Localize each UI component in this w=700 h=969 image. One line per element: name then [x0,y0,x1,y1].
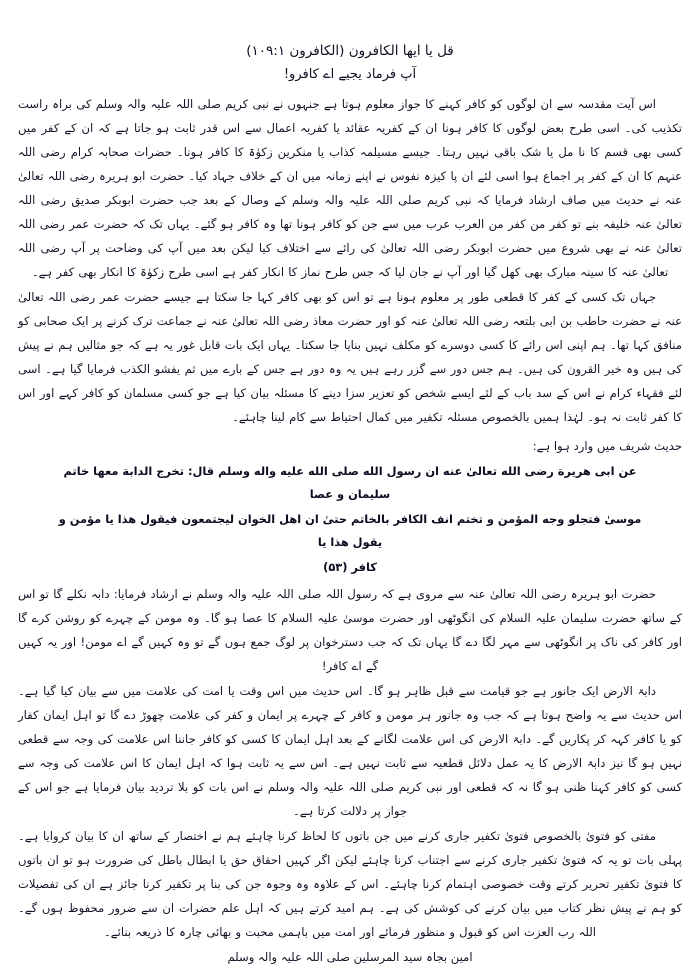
quran-verse-translation: آپ فرماد یجیے اے کافرو! [283,67,417,82]
hadith-arabic-line-1: عن ابی هريرة رضی الله تعالیٰ عنه ان رسول الله صلی الله عليه واله وسلم قال: تخرج الدابة معها خاتم سليمان و عصا [63,464,637,501]
verse-heading-block [18,40,682,86]
closing-dua-line: امین بجاہ سید المرسلین صلی اللہ علیہ والہ وسلم [227,950,473,964]
hadith-reference: كافر (۵۳) [323,560,377,574]
body-paragraph-5: مفتی کو فتویٰ بالخصوص فتویٰ تکفیر جاری کرنے میں جن باتوں کا لحاظ کرنا چاہئے ہم نے اختصار کے ساتھ ان کا بیان کروایا ہے۔ پہلی بات تو یہ کہ فتویٰ تکفیر جاری کرنے سے اجتناب کرنا چاہئے لیکن اگر کہیں احقاق حق یا ابطال باطل کی ضرورت ہو تو ان باتوں کا فتویٰ تکفیر تحریر کرتے وقت خصوصی اہتمام کرنا چاہئے۔ اس کے علاوہ وہ وجوہ جن کی بنا پر تکفیر کرنا جائز ہے ان کی تفصیلات کو ہم نے پیش نظر کتاب میں بیان کرنے کی کوشش کی ہے۔ ہم امید کرتے ہیں کہ اہل علم حضرات ان سے ضرور محفوظ ہوں گے۔ اللہ رب العزت اس کو قبول و منظور فرمائے اور امت میں باہمی محبت و بھائی چارہ کا ذریعہ بنائے۔ [18,829,682,939]
hadith-arabic-line-2: موسیٰ فتجلو وجه المؤمن و تختم انف الكافر بالخاتم حتیٰ ان اهل الخوان لیجتمعون فیقول هذا یا مؤمن و یقول هذا یا [58,512,642,549]
spacer [18,430,682,432]
body-paragraph-2: جہاں تک کسی کے کفر کا قطعی طور پر معلوم ہونا ہے تو اس کو بھی کافر کہا جا سکتا ہے جیسے حضرت عمر رضی اللہ تعالیٰ عنہ نے حضرت حاطب بن ابی بلتعہ رضی اللہ تعالیٰ عنہ کو اور حضرت معاذ رضی اللہ تعالیٰ عنہ نے جماعت ترک کرنے پر ایک صحابی کو منافق کہا تھا۔ ہم اپنی اس رائے کا کسی دوسرے کو مکلف نہیں بنایا جا سکتا۔ یہاں ایک بات قابل غور یہ ہے کہ جو مثالیں ہم نے پیش کی ہیں وہ خیر القرون کی ہیں۔ ہم جس دور سے گزر رہے ہیں یہ وہ دور ہے جس کے بارے میں ثم یفشو الکذب فرمایا گیا ہے۔ اسی لئے فقہاء کرام نے اس کے سد باب کے لئے ایسے شخص کو تعزیر سزا دینے کا مسئلہ بیان کیا ہے جو کسی مسلمان کو کافر کہے اور اس کا کفر ثابت نہ ہو۔ لہٰذا ہمیں بالخصوص مسئلہ تکفیر میں کمال احتیاط سے کام لینا چاہئے۔ [18,290,682,424]
body-paragraph-1: اس آیت مقدسہ سے ان لوگوں کو کافر کہنے کا جواز معلوم ہوتا ہے جنہوں نے نبی کریم صلی اللہ علیہ والہ وسلم کی براہ راست تکذیب کی۔ اسی طرح بعض لوگوں کا کافر ہونا ان کے کفریہ عقائد یا کفریہ اعمال سے اس قدر ثابت ہو جاتا ہے کہ ان کے کفر میں کسی بھی قسم کا نا مل یا شک باقی نہیں رہتا۔ جیسے مسیلمہ کذاب یا منکرین زکوٰۃ کا کافر ہونا۔ حضرات صحابہ کرام رضی اللہ عنہم کا ان کے کفر پر اجماع ہوا اسی لئے ان پا کیزہ نفوس نے اپنے زمانہ میں ان کے خلاف جہاد کیا۔ حضرت ابو ہریرہ رضی اللہ تعالیٰ عنہ نے حدیث میں صاف ارشاد فرمایا کہ نبی کریم صلی اللہ علیہ والہ وسلم کے وصال کے بعد جب حضرت ابوبکر صدیق رضی اللہ تعالیٰ عنہ خلیفہ بنے تو کفر من کفر من العرب عرب میں سے جن کو کافر ہونا تھا وہ کافر ہو گئے۔ یہاں تک کہ حضرت عمر رضی اللہ تعالیٰ عنہ نے بھی شروع میں حضرت ابوبکر رضی اللہ تعالیٰ کی رائے سے اختلاف کیا لیکن بعد میں آپ کی وضاحت پر آپ رضی اللہ تعالیٰ عنہ کا سینہ مبارک بھی کھل گیا اور آپ نے جان لیا کہ جس طرح نماز کا انکار کفر ہے اسی طرح زکوٰۃ کا انکار بھی کفر ہے۔ [18,97,682,279]
quran-verse-arabic: قل يا ايها الكافرون (الكافرون ١٠٩:١) [246,43,454,59]
body-paragraph-3: حضرت ابو ہریرہ رضی اللہ تعالیٰ عنہ سے مروی ہے کہ رسول اللہ صلی اللہ علیہ والہ وسلم نے ارشاد فرمایا: دابہ نکلے گا تو اس کے ساتھ حضرت سلیمان علیہ السلام کی انگوٹھی اور حضرت موسیٰ علیہ السلام کا عصا ہو گا۔ وہ مومن کے چہرے کو روشن کرے گا اور کافر کی ناک پر انگوٹھی سے مہر لگا دے گا یہاں تک کہ جب دسترخوان پر لوگ جمع ہوں گے تو وہ کہیں گے اے مومن! اور یہ کہیں گے اے کافر! [18,587,682,673]
hadith-intro-line: حدیث شریف میں وارد ہوا ہے: [532,439,682,453]
body-paragraph-4: دابۃ الارض ایک جانور ہے جو قیامت سے قبل ظاہر ہو گا۔ اس حدیث میں اس وقت یا امت کی علامت میں سے بیان کیا گیا ہے۔ اس حدیث سے یہ واضح ہوتا ہے کہ جب وہ جانور ہر مومن و کافر کے چہرے پر ایمان و کفر کی علامت چھوڑ دے گا تو اہل ایمان کفار کو یا کافر کہہ کر پکاریں گے۔ دابۃ الارض کی اس علامت لگانے کے بعد اہل ایمان کا کسی کو کافر جاننا اس علامت کی وجہ سے قطعی نہیں ہو گا نیز دابۃ الارض کا یہ عمل دلائل قطعیہ سے ثابت نہیں ہے۔ اس سے یہ ثابت ہوا کہ اہل ایمان کا اس علامت کی وجہ سے کسی کو کافر کہنا ظنی ہو گا نہ کہ قطعی اور نبی کریم صلی اللہ علیہ والہ وسلم نے اس بات کو بلا تردید بیان فرمایا ہے جو اس کے جواز پر دلالت کرتا ہے۔ [18,684,682,818]
